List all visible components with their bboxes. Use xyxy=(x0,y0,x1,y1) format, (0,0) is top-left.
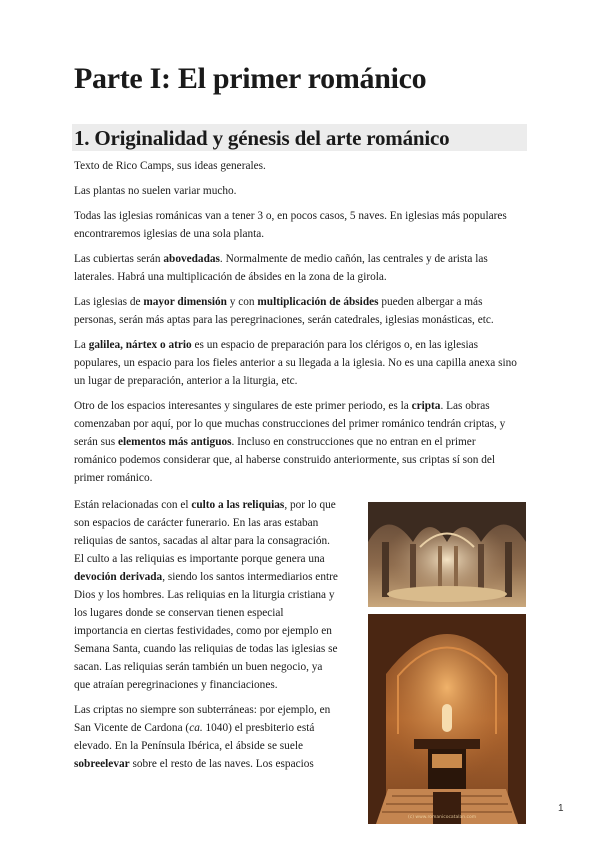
text-run: pueden albergar a más personas, serán más aptas para las peregrinaciones, serán catedrales, iglesias monásticas, etc. xyxy=(74,296,494,326)
bold-text: elementos más antiguos xyxy=(117,436,232,448)
paragraph xyxy=(74,496,340,694)
text-run: . Las obras comenzaban por aquí, por lo que muchas construcciones del primer románico tendrán criptas, y serán sus xyxy=(74,400,506,448)
crypt-photo xyxy=(368,502,526,607)
text-run: Están relacionadas con el xyxy=(74,499,192,511)
body-text xyxy=(74,157,520,494)
text-run: Las iglesias de xyxy=(74,296,144,308)
section-heading: 1. Originalidad y génesis del arte románico xyxy=(74,126,450,150)
text-run: Todas las iglesias románicas van a tener 3 o, en pocos casos, 5 naves. En iglesias más populares encontraremos iglesias de una sola planta. xyxy=(74,210,507,240)
italic-text: ca. xyxy=(189,722,203,734)
bold-text: devoción derivada xyxy=(74,571,163,583)
text-run: . Normalmente de medio cañón, las centrales y de arista las laterales. Habrá una multiplicación de ábsides en la zona de la girola. xyxy=(74,253,488,283)
paragraph xyxy=(74,397,520,487)
text-run: Las criptas no siempre son subterráneas: por ejemplo, en San Vicente de Cardona ( xyxy=(74,704,331,734)
apse-photo xyxy=(368,614,526,824)
bold-text: cripta xyxy=(411,400,441,412)
photo-credit: (c) www.romanicocatalan.com xyxy=(408,815,477,820)
text-run: La xyxy=(74,339,89,351)
text-run: Las cubiertas serán xyxy=(74,253,164,265)
bold-text: galilea, nártex o atrio xyxy=(88,339,192,351)
paragraph xyxy=(74,207,520,243)
paragraph xyxy=(74,293,520,329)
text-run: Texto de Rico Camps, sus ideas generales. xyxy=(74,160,266,172)
bold-text: culto a las reliquias xyxy=(191,499,285,511)
text-run: es un espacio de preparación para los clérigos o, en las iglesias populares, un espacio para los fieles anterior a su llegada a la iglesia. No es una capilla anexa sino un lugar de preparación, anterior a la liturgia, etc. xyxy=(74,339,517,387)
text-run: 1040) el presbiterio está elevado. En la Península Ibérica, el ábside se suele xyxy=(74,722,315,752)
paragraph xyxy=(74,182,520,200)
bold-text: mayor dimensión xyxy=(143,296,227,308)
bold-text: multiplicación de ábsides xyxy=(257,296,379,308)
column-text xyxy=(74,496,340,780)
text-run: , por lo que son espacios de carácter funerario. En las aras estaban reliquias de santos, sacadas al altar para la consagración. El culto a las reliquias es importante porque genera una xyxy=(74,499,336,565)
page-title: Parte I: El primer románico xyxy=(74,62,427,95)
text-run: sobre el resto de las naves. Los espacios xyxy=(129,758,314,770)
paragraph xyxy=(74,336,520,390)
paragraph xyxy=(74,701,340,773)
paragraph xyxy=(74,157,520,175)
text-run: Otro de los espacios interesantes y singulares de este primer periodo, es la xyxy=(74,400,412,412)
paragraph xyxy=(74,250,520,286)
text-run: y con xyxy=(226,296,258,308)
bold-text: abovedadas xyxy=(163,253,220,265)
text-run: . Incluso en construcciones que no entran en el primer románico podemos considerar que, al haberse construido anteriormente, sus criptas sí son del primer románico. xyxy=(74,436,496,484)
page-number: 1 xyxy=(558,803,564,814)
section-heading-box xyxy=(72,124,527,151)
text-run: , siendo los santos intermediarios entre Dios y los hombres. Las reliquias en la liturgia cristiana y los lugares donde se conservan tienen especial importancia en ciertas festividades, como por ejemplo en Semana Santa, cuando las reliquias de todas las iglesias se sacan. Las reliquias serán también un buen negocio, ya que atraían peregrinaciones y financiaciones. xyxy=(74,571,338,691)
text-run: Las plantas no suelen variar mucho. xyxy=(74,185,237,197)
bold-text: sobreelevar xyxy=(74,758,130,770)
